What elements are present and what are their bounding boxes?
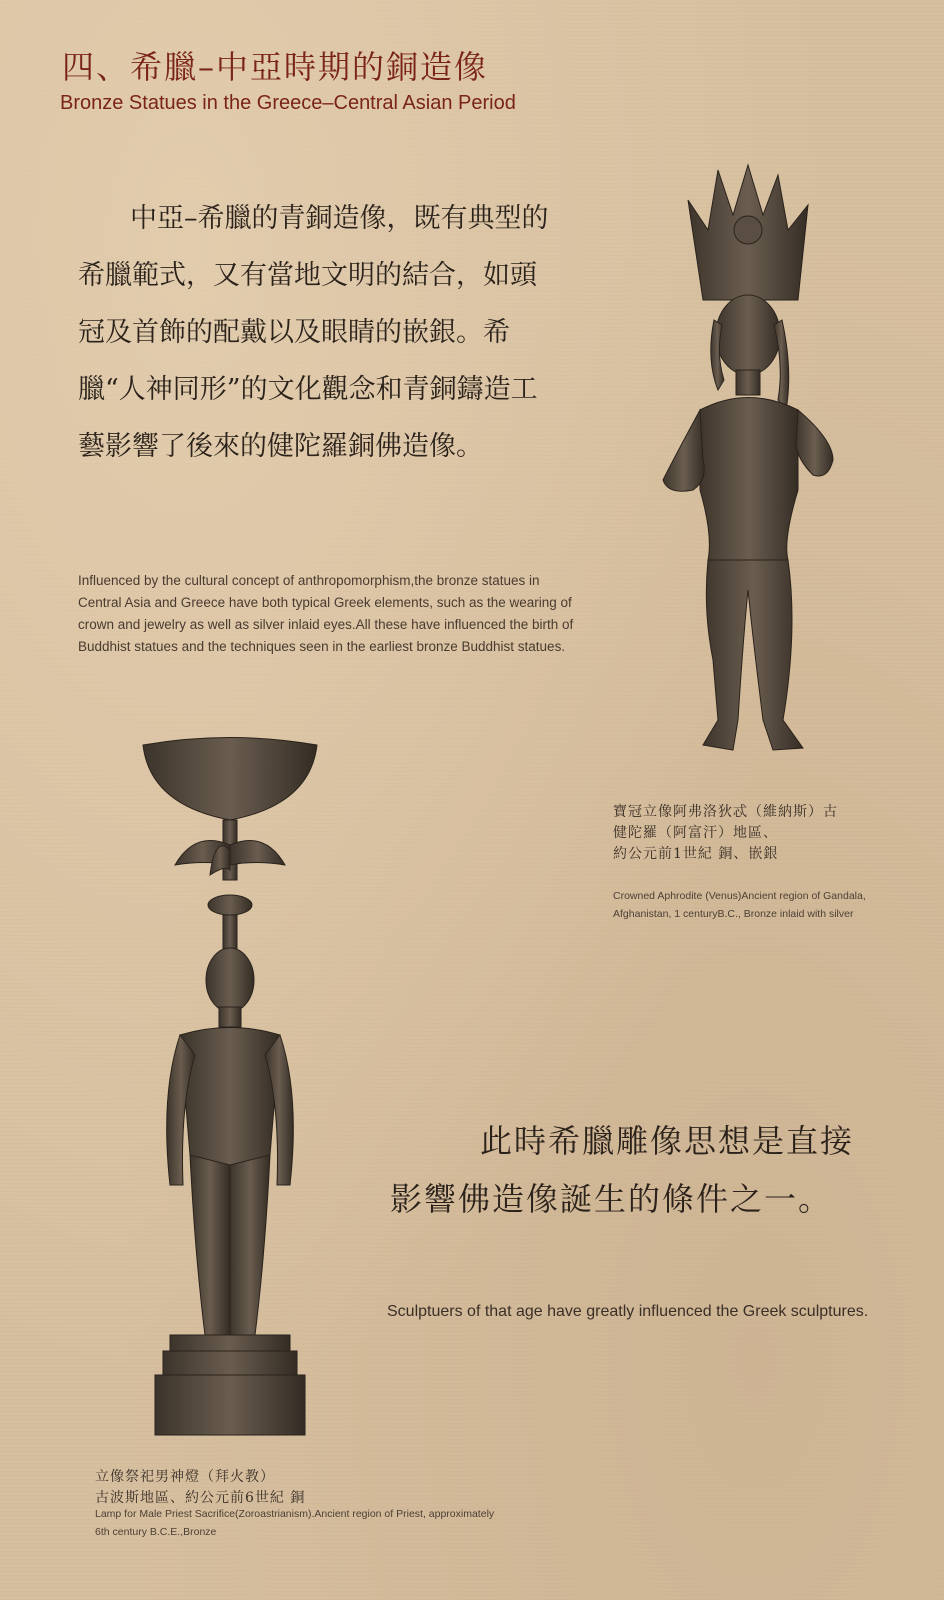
aphrodite-caption-en: Crowned Aphrodite (Venus)Ancient region of Gandala, Afghanistan, 1 centuryB.C., Bronze inlaid with silver [613, 890, 866, 920]
priest-lamp-statue-image [135, 735, 325, 1450]
section-title-zh: 四、希臘–中亞時期的銅造像 [62, 48, 489, 86]
aphrodite-caption-zh-line: 健陀羅（阿富汗）地區、 [613, 825, 778, 841]
lamp-caption-zh [95, 1467, 305, 1509]
aphrodite-caption-zh [613, 802, 838, 865]
section-title-en: Bronze Statues in the Greece–Central Asian Period [60, 92, 516, 114]
quote-text-zh: 此時希臘雕像思想是直接影響佛造像誕生的條件之一。 [390, 1122, 855, 1218]
quote-text-en: Sculptuers of that age have greatly influenced the Greek sculptures. [387, 1303, 869, 1320]
aphrodite-caption-zh-line: 寶冠立像阿弗洛狄忒（維納斯）古 [613, 804, 838, 820]
aphrodite-statue-image [648, 160, 858, 780]
intro-text-en: Influenced by the cultural concept of anthropomorphism,the bronze statues in Central Asia and Greece have both typical Greek elements, such as the wearing of crown and jewelry as well as silver inlaid eyes.All these have influenced the birth of Buddhist statues and the techniques seen in the earliest bronze Buddhist statues. [78, 573, 574, 654]
intro-text-zh: 中亞–希臘的青銅造像，既有典型的希臘範式，又有當地文明的結合，如頭冠及首飾的配戴以及眼睛的嵌銀。希臘“人神同形”的文化觀念和青銅鑄造工藝影響了後來的健陀羅銅佛造像。 [78, 203, 549, 462]
lamp-caption-zh-line: 立像祭祀男神燈（拜火教） [95, 1469, 275, 1485]
lamp-caption-zh-line: 古波斯地區、約公元前6世紀 銅 [95, 1490, 306, 1506]
lamp-caption-en: Lamp for Male Priest Sacrifice(Zoroastrianism).Ancient region of Priest, approximately 6th century B.C.E.,Bronze [95, 1508, 495, 1538]
aphrodite-caption-zh-line: 約公元前1世紀 銅、嵌銀 [613, 846, 779, 862]
